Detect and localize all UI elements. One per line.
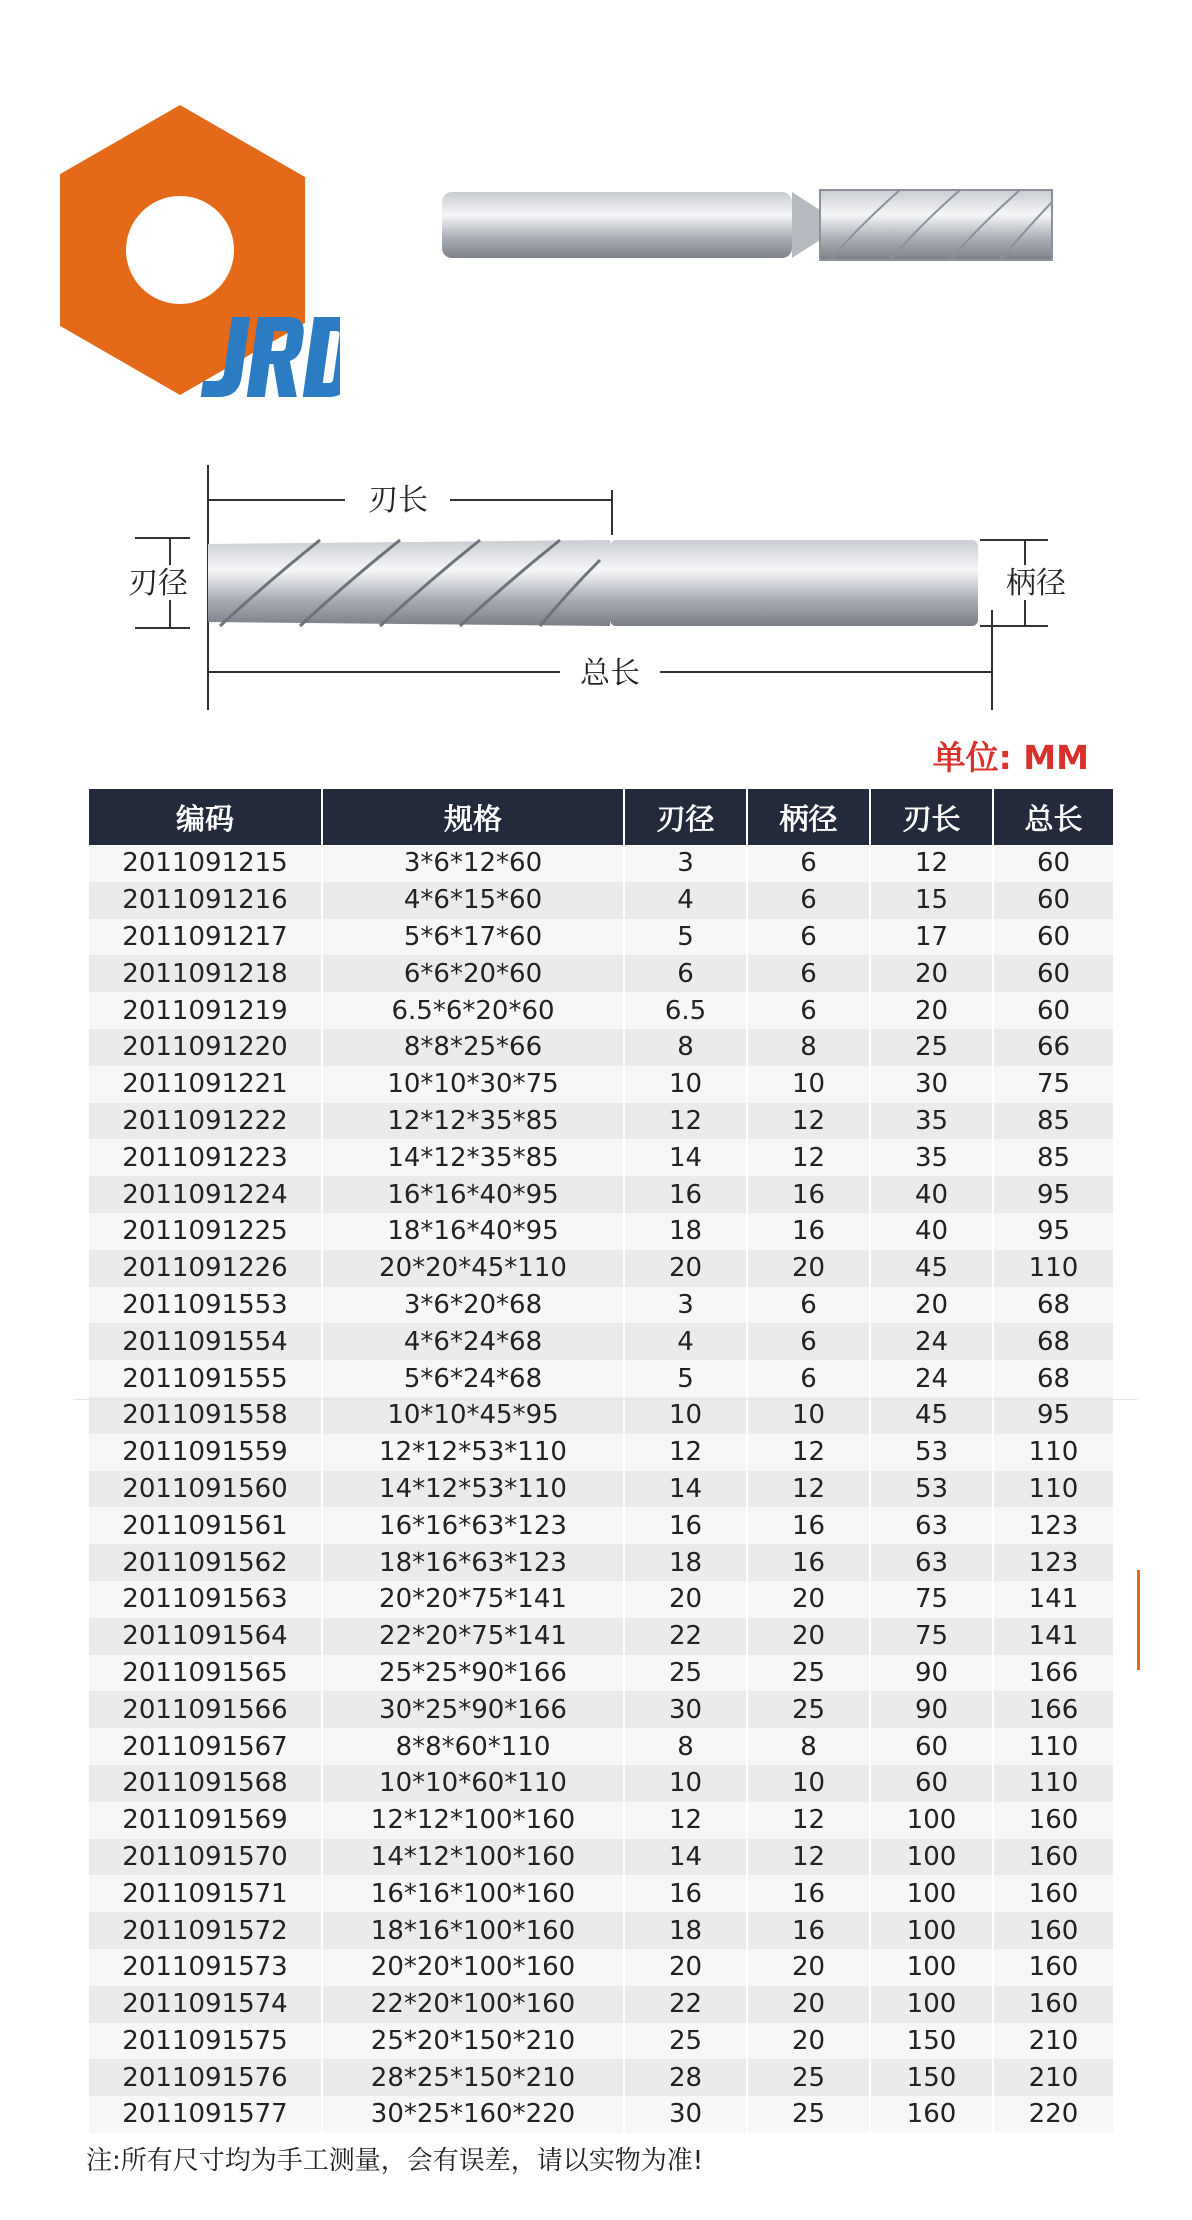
cell-code: 2011091226 xyxy=(89,1250,322,1287)
table-row xyxy=(89,1655,1113,1692)
cell-code: 2011091577 xyxy=(89,2096,322,2133)
cell-blade-length: 24 xyxy=(870,1360,993,1397)
cell-shank-diameter: 16 xyxy=(747,1213,870,1250)
cell-shank-diameter: 25 xyxy=(747,1691,870,1728)
cell-blade-diameter: 30 xyxy=(624,1691,747,1728)
cell-shank-diameter: 10 xyxy=(747,1765,870,1802)
cell-blade-diameter: 25 xyxy=(624,2023,747,2060)
cell-code: 2011091225 xyxy=(89,1213,322,1250)
cell-blade-length: 100 xyxy=(870,1802,993,1839)
cell-shank-diameter: 16 xyxy=(747,1912,870,1949)
cell-shank-diameter: 12 xyxy=(747,1434,870,1471)
cell-total-length: 141 xyxy=(993,1618,1113,1655)
spec-table xyxy=(89,789,1113,2133)
cell-total-length: 160 xyxy=(993,1875,1113,1912)
cell-code: 2011091559 xyxy=(89,1434,322,1471)
header-total-length: 总长 xyxy=(993,789,1113,845)
cell-spec: 14*12*53*110 xyxy=(322,1471,624,1508)
cell-blade-diameter: 3 xyxy=(624,1287,747,1324)
cell-shank-diameter: 6 xyxy=(747,1287,870,1324)
cell-blade-length: 45 xyxy=(870,1250,993,1287)
cell-spec: 16*16*40*95 xyxy=(322,1176,624,1213)
cell-spec: 4*6*15*60 xyxy=(322,882,624,919)
cell-spec: 10*10*30*75 xyxy=(322,1066,624,1103)
table-row xyxy=(89,1544,1113,1581)
cell-code: 2011091554 xyxy=(89,1323,322,1360)
cell-blade-diameter: 16 xyxy=(624,1176,747,1213)
cell-shank-diameter: 20 xyxy=(747,1250,870,1287)
cell-shank-diameter: 12 xyxy=(747,1839,870,1876)
cell-shank-diameter: 10 xyxy=(747,1066,870,1103)
cell-spec: 6.5*6*20*60 xyxy=(322,992,624,1029)
cell-blade-diameter: 22 xyxy=(624,1986,747,2023)
cell-code: 2011091569 xyxy=(89,1802,322,1839)
table-row xyxy=(89,1802,1113,1839)
cell-blade-length: 12 xyxy=(870,845,993,882)
cell-spec: 22*20*75*141 xyxy=(322,1618,624,1655)
cell-blade-length: 20 xyxy=(870,992,993,1029)
table-row xyxy=(89,955,1113,992)
cell-blade-diameter: 16 xyxy=(624,1507,747,1544)
table-row xyxy=(89,882,1113,919)
table-row xyxy=(89,1949,1113,1986)
label-total-length: 总长 xyxy=(580,656,640,691)
cell-shank-diameter: 16 xyxy=(747,1875,870,1912)
cell-total-length: 160 xyxy=(993,1912,1113,1949)
cell-shank-diameter: 6 xyxy=(747,1360,870,1397)
cell-blade-length: 100 xyxy=(870,1986,993,2023)
cell-total-length: 60 xyxy=(993,919,1113,956)
cell-blade-length: 160 xyxy=(870,2096,993,2133)
cell-blade-length: 60 xyxy=(870,1765,993,1802)
cell-shank-diameter: 16 xyxy=(747,1507,870,1544)
cell-spec: 18*16*63*123 xyxy=(322,1544,624,1581)
cell-code: 2011091566 xyxy=(89,1691,322,1728)
cell-blade-diameter: 14 xyxy=(624,1471,747,1508)
table-row xyxy=(89,1471,1113,1508)
cell-blade-diameter: 28 xyxy=(624,2059,747,2096)
cell-blade-length: 53 xyxy=(870,1471,993,1508)
table-row xyxy=(89,1139,1113,1176)
cell-spec: 18*16*40*95 xyxy=(322,1213,624,1250)
table-row xyxy=(89,1103,1113,1140)
cell-code: 2011091217 xyxy=(89,919,322,956)
cell-shank-diameter: 16 xyxy=(747,1544,870,1581)
cell-total-length: 110 xyxy=(993,1250,1113,1287)
cell-code: 2011091220 xyxy=(89,1029,322,1066)
cell-spec: 12*12*53*110 xyxy=(322,1434,624,1471)
cell-code: 2011091571 xyxy=(89,1875,322,1912)
cell-code: 2011091565 xyxy=(89,1655,322,1692)
cell-code: 2011091576 xyxy=(89,2059,322,2096)
cell-blade-diameter: 25 xyxy=(624,1655,747,1692)
table-row xyxy=(89,1029,1113,1066)
cell-code: 2011091562 xyxy=(89,1544,322,1581)
cell-shank-diameter: 12 xyxy=(747,1802,870,1839)
cell-code: 2011091221 xyxy=(89,1066,322,1103)
dimension-diagram xyxy=(120,460,1080,720)
cell-blade-length: 25 xyxy=(870,1029,993,1066)
footnote: 注:所有尺寸均为手工测量，会有误差，请以实物为准! xyxy=(86,2146,704,2176)
cell-shank-diameter: 20 xyxy=(747,1949,870,1986)
table-row xyxy=(89,1912,1113,1949)
end-mill-photo xyxy=(440,180,1060,280)
cell-total-length: 75 xyxy=(993,1066,1113,1103)
cell-spec: 14*12*100*160 xyxy=(322,1839,624,1876)
table-row xyxy=(89,1691,1113,1728)
table-header-row xyxy=(89,789,1113,845)
cell-blade-length: 45 xyxy=(870,1397,993,1434)
cell-spec: 16*16*100*160 xyxy=(322,1875,624,1912)
cell-blade-length: 35 xyxy=(870,1139,993,1176)
table-row xyxy=(89,1213,1113,1250)
cell-spec: 16*16*63*123 xyxy=(322,1507,624,1544)
cell-blade-diameter: 14 xyxy=(624,1839,747,1876)
cell-total-length: 166 xyxy=(993,1691,1113,1728)
divider-line xyxy=(74,1399,1138,1400)
header-blade-length: 刃长 xyxy=(870,789,993,845)
cell-blade-length: 63 xyxy=(870,1507,993,1544)
cell-blade-length: 35 xyxy=(870,1103,993,1140)
cell-shank-diameter: 6 xyxy=(747,1323,870,1360)
cell-blade-length: 90 xyxy=(870,1655,993,1692)
cell-blade-diameter: 4 xyxy=(624,882,747,919)
cell-shank-diameter: 8 xyxy=(747,1728,870,1765)
header-shank-diameter: 柄径 xyxy=(747,789,870,845)
cell-blade-length: 40 xyxy=(870,1213,993,1250)
cell-total-length: 60 xyxy=(993,845,1113,882)
table-row xyxy=(89,1066,1113,1103)
table-row xyxy=(89,2059,1113,2096)
cell-code: 2011091560 xyxy=(89,1471,322,1508)
table-row xyxy=(89,1176,1113,1213)
cell-blade-diameter: 22 xyxy=(624,1618,747,1655)
cell-total-length: 85 xyxy=(993,1139,1113,1176)
cell-shank-diameter: 25 xyxy=(747,1655,870,1692)
cell-code: 2011091575 xyxy=(89,2023,322,2060)
table-row xyxy=(89,1287,1113,1324)
cell-blade-length: 100 xyxy=(870,1839,993,1876)
cell-blade-length: 75 xyxy=(870,1581,993,1618)
cell-blade-diameter: 12 xyxy=(624,1802,747,1839)
cell-spec: 8*8*60*110 xyxy=(322,1728,624,1765)
cell-blade-diameter: 8 xyxy=(624,1728,747,1765)
cell-blade-diameter: 10 xyxy=(624,1765,747,1802)
cell-shank-diameter: 16 xyxy=(747,1176,870,1213)
cell-total-length: 95 xyxy=(993,1176,1113,1213)
cell-shank-diameter: 8 xyxy=(747,1029,870,1066)
cell-total-length: 141 xyxy=(993,1581,1113,1618)
cell-blade-diameter: 14 xyxy=(624,1139,747,1176)
cell-blade-diameter: 10 xyxy=(624,1066,747,1103)
cell-blade-length: 24 xyxy=(870,1323,993,1360)
cell-spec: 8*8*25*66 xyxy=(322,1029,624,1066)
cell-blade-length: 100 xyxy=(870,1949,993,1986)
cell-shank-diameter: 20 xyxy=(747,1986,870,2023)
cell-blade-diameter: 16 xyxy=(624,1875,747,1912)
cell-spec: 3*6*12*60 xyxy=(322,845,624,882)
cell-spec: 18*16*100*160 xyxy=(322,1912,624,1949)
cell-spec: 20*20*100*160 xyxy=(322,1949,624,1986)
cell-total-length: 123 xyxy=(993,1507,1113,1544)
cell-code: 2011091567 xyxy=(89,1728,322,1765)
cell-blade-length: 100 xyxy=(870,1912,993,1949)
cell-shank-diameter: 6 xyxy=(747,955,870,992)
cell-blade-diameter: 6 xyxy=(624,955,747,992)
cell-code: 2011091555 xyxy=(89,1360,322,1397)
cell-spec: 12*12*100*160 xyxy=(322,1802,624,1839)
cell-code: 2011091563 xyxy=(89,1581,322,1618)
cell-code: 2011091222 xyxy=(89,1103,322,1140)
cell-blade-diameter: 18 xyxy=(624,1912,747,1949)
cell-total-length: 110 xyxy=(993,1471,1113,1508)
cell-blade-diameter: 5 xyxy=(624,1360,747,1397)
label-shank-diameter: 柄径 xyxy=(1006,566,1066,601)
cell-total-length: 60 xyxy=(993,882,1113,919)
cell-code: 2011091553 xyxy=(89,1287,322,1324)
cell-total-length: 68 xyxy=(993,1287,1113,1324)
cell-total-length: 66 xyxy=(993,1029,1113,1066)
cell-code: 2011091564 xyxy=(89,1618,322,1655)
cell-spec: 3*6*20*68 xyxy=(322,1287,624,1324)
cell-spec: 25*20*150*210 xyxy=(322,2023,624,2060)
cell-shank-diameter: 6 xyxy=(747,919,870,956)
cell-blade-length: 75 xyxy=(870,1618,993,1655)
cell-code: 2011091218 xyxy=(89,955,322,992)
cell-spec: 25*25*90*166 xyxy=(322,1655,624,1692)
cell-total-length: 85 xyxy=(993,1103,1113,1140)
cell-code: 2011091215 xyxy=(89,845,322,882)
cell-spec: 10*10*45*95 xyxy=(322,1397,624,1434)
cell-code: 2011091224 xyxy=(89,1176,322,1213)
cell-spec: 30*25*160*220 xyxy=(322,2096,624,2133)
table-row xyxy=(89,1839,1113,1876)
cell-blade-diameter: 30 xyxy=(624,2096,747,2133)
cell-blade-length: 17 xyxy=(870,919,993,956)
cell-code: 2011091568 xyxy=(89,1765,322,1802)
cell-code: 2011091574 xyxy=(89,1986,322,2023)
unit-label: 单位: MM xyxy=(932,738,1089,777)
cell-total-length: 220 xyxy=(993,2096,1113,2133)
table-row xyxy=(89,992,1113,1029)
cell-code: 2011091219 xyxy=(89,992,322,1029)
cell-blade-diameter: 8 xyxy=(624,1029,747,1066)
cell-blade-length: 90 xyxy=(870,1691,993,1728)
cell-blade-diameter: 18 xyxy=(624,1213,747,1250)
cell-total-length: 160 xyxy=(993,1802,1113,1839)
cell-blade-length: 40 xyxy=(870,1176,993,1213)
cell-total-length: 95 xyxy=(993,1397,1113,1434)
cell-total-length: 166 xyxy=(993,1655,1113,1692)
table-row xyxy=(89,2023,1113,2060)
cell-blade-length: 63 xyxy=(870,1544,993,1581)
cell-shank-diameter: 12 xyxy=(747,1471,870,1508)
cell-spec: 4*6*24*68 xyxy=(322,1323,624,1360)
cell-total-length: 110 xyxy=(993,1434,1113,1471)
cell-blade-diameter: 4 xyxy=(624,1323,747,1360)
cell-blade-length: 15 xyxy=(870,882,993,919)
label-blade-length: 刃长 xyxy=(368,483,428,518)
cell-total-length: 60 xyxy=(993,992,1113,1029)
cell-code: 2011091573 xyxy=(89,1949,322,1986)
cell-shank-diameter: 12 xyxy=(747,1103,870,1140)
cell-code: 2011091223 xyxy=(89,1139,322,1176)
cell-blade-diameter: 20 xyxy=(624,1949,747,1986)
header-spec: 规格 xyxy=(322,789,624,845)
cell-blade-diameter: 5 xyxy=(624,919,747,956)
table-row xyxy=(89,1434,1113,1471)
cell-blade-diameter: 20 xyxy=(624,1250,747,1287)
table-row xyxy=(89,1728,1113,1765)
table-row xyxy=(89,845,1113,882)
table-row xyxy=(89,1986,1113,2023)
brand-logo xyxy=(60,105,340,435)
cell-code: 2011091558 xyxy=(89,1397,322,1434)
cell-total-length: 110 xyxy=(993,1765,1113,1802)
cell-blade-length: 20 xyxy=(870,1287,993,1324)
cell-total-length: 123 xyxy=(993,1544,1113,1581)
cell-shank-diameter: 10 xyxy=(747,1397,870,1434)
table-row xyxy=(89,1360,1113,1397)
cell-code: 2011091561 xyxy=(89,1507,322,1544)
cell-shank-diameter: 20 xyxy=(747,2023,870,2060)
cell-total-length: 160 xyxy=(993,1949,1113,1986)
cell-total-length: 60 xyxy=(993,955,1113,992)
cell-blade-diameter: 3 xyxy=(624,845,747,882)
table-row xyxy=(89,1507,1113,1544)
cell-blade-length: 30 xyxy=(870,1066,993,1103)
table-row xyxy=(89,1250,1113,1287)
cell-blade-length: 60 xyxy=(870,1728,993,1765)
cell-code: 2011091572 xyxy=(89,1912,322,1949)
cell-blade-diameter: 6.5 xyxy=(624,992,747,1029)
cell-spec: 30*25*90*166 xyxy=(322,1691,624,1728)
cell-blade-length: 100 xyxy=(870,1875,993,1912)
table-row xyxy=(89,1397,1113,1434)
table-row xyxy=(89,1618,1113,1655)
table-row xyxy=(89,1765,1113,1802)
cell-shank-diameter: 25 xyxy=(747,2096,870,2133)
cell-blade-diameter: 20 xyxy=(624,1581,747,1618)
table-row xyxy=(89,2096,1113,2133)
cell-spec: 10*10*60*110 xyxy=(322,1765,624,1802)
cell-total-length: 68 xyxy=(993,1360,1113,1397)
cell-spec: 28*25*150*210 xyxy=(322,2059,624,2096)
cell-total-length: 160 xyxy=(993,1839,1113,1876)
table-row xyxy=(89,919,1113,956)
cell-spec: 5*6*17*60 xyxy=(322,919,624,956)
cell-total-length: 160 xyxy=(993,1986,1113,2023)
cell-spec: 5*6*24*68 xyxy=(322,1360,624,1397)
table-row xyxy=(89,1581,1113,1618)
table-row xyxy=(89,1875,1113,1912)
cell-spec: 22*20*100*160 xyxy=(322,1986,624,2023)
side-accent-mark xyxy=(1137,1570,1140,1670)
cell-shank-diameter: 6 xyxy=(747,882,870,919)
cell-spec: 20*20*75*141 xyxy=(322,1581,624,1618)
table-body xyxy=(89,845,1113,2133)
cell-spec: 12*12*35*85 xyxy=(322,1103,624,1140)
cell-blade-diameter: 12 xyxy=(624,1434,747,1471)
cell-total-length: 95 xyxy=(993,1213,1113,1250)
cell-blade-length: 20 xyxy=(870,955,993,992)
cell-code: 2011091216 xyxy=(89,882,322,919)
cell-blade-diameter: 12 xyxy=(624,1103,747,1140)
cell-blade-length: 53 xyxy=(870,1434,993,1471)
cell-shank-diameter: 20 xyxy=(747,1581,870,1618)
cell-spec: 14*12*35*85 xyxy=(322,1139,624,1176)
cell-blade-diameter: 10 xyxy=(624,1397,747,1434)
cell-blade-length: 150 xyxy=(870,2059,993,2096)
cell-code: 2011091570 xyxy=(89,1839,322,1876)
header-code: 编码 xyxy=(89,789,322,845)
table-row xyxy=(89,1323,1113,1360)
header-blade-diameter: 刃径 xyxy=(624,789,747,845)
cell-total-length: 210 xyxy=(993,2023,1113,2060)
cell-blade-length: 150 xyxy=(870,2023,993,2060)
cell-spec: 6*6*20*60 xyxy=(322,955,624,992)
label-blade-diameter: 刃径 xyxy=(128,566,188,601)
cell-shank-diameter: 12 xyxy=(747,1139,870,1176)
cell-total-length: 68 xyxy=(993,1323,1113,1360)
cell-total-length: 210 xyxy=(993,2059,1113,2096)
cell-shank-diameter: 6 xyxy=(747,845,870,882)
cell-total-length: 110 xyxy=(993,1728,1113,1765)
cell-spec: 20*20*45*110 xyxy=(322,1250,624,1287)
cell-shank-diameter: 20 xyxy=(747,1618,870,1655)
cell-shank-diameter: 6 xyxy=(747,992,870,1029)
cell-blade-diameter: 18 xyxy=(624,1544,747,1581)
cell-shank-diameter: 25 xyxy=(747,2059,870,2096)
